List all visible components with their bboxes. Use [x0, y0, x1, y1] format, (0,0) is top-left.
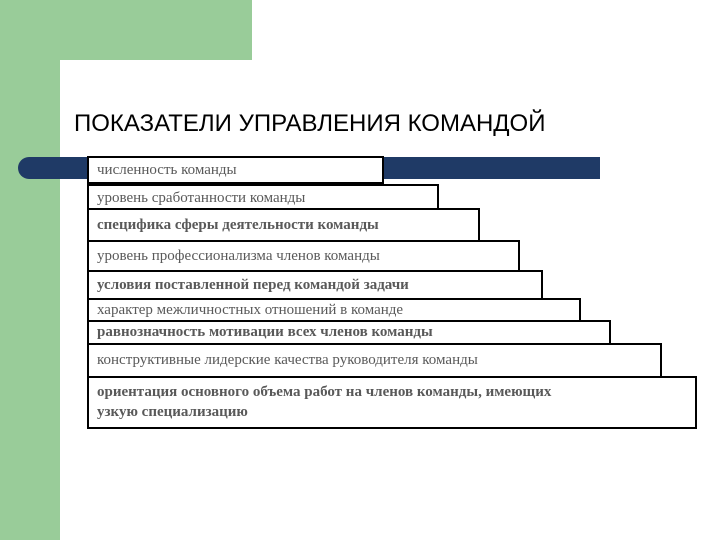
step-item-7 [87, 320, 611, 345]
step-item-8 [87, 343, 662, 378]
step-label: уровень сработанности команды [97, 190, 306, 206]
step-label: конструктивные лидерские качества руководителя команды [97, 352, 478, 368]
step-item-1 [87, 156, 384, 184]
step-item-5 [87, 270, 543, 300]
step-label: равнозначность мотивации всех членов команды [97, 324, 433, 340]
step-item-4 [87, 240, 520, 272]
step-label: специфика сферы деятельности команды [97, 217, 379, 233]
green-accent-left [0, 0, 60, 540]
step-item-3 [87, 208, 480, 242]
step-item-9 [87, 376, 697, 429]
step-item-6 [87, 298, 581, 322]
step-label: ориентация основного объема работ на членов команды, имеющих узкую специализацию [97, 384, 552, 420]
step-label: характер межличностных отношений в команде [97, 302, 404, 318]
step-label: численность команды [97, 162, 237, 178]
slide-title: ПОКАЗАТЕЛИ УПРАВЛЕНИЯ КОМАНДОЙ [74, 110, 546, 137]
step-label: уровень профессионализма членов команды [97, 248, 380, 264]
step-label: условия поставленной перед командой задачи [97, 277, 409, 293]
